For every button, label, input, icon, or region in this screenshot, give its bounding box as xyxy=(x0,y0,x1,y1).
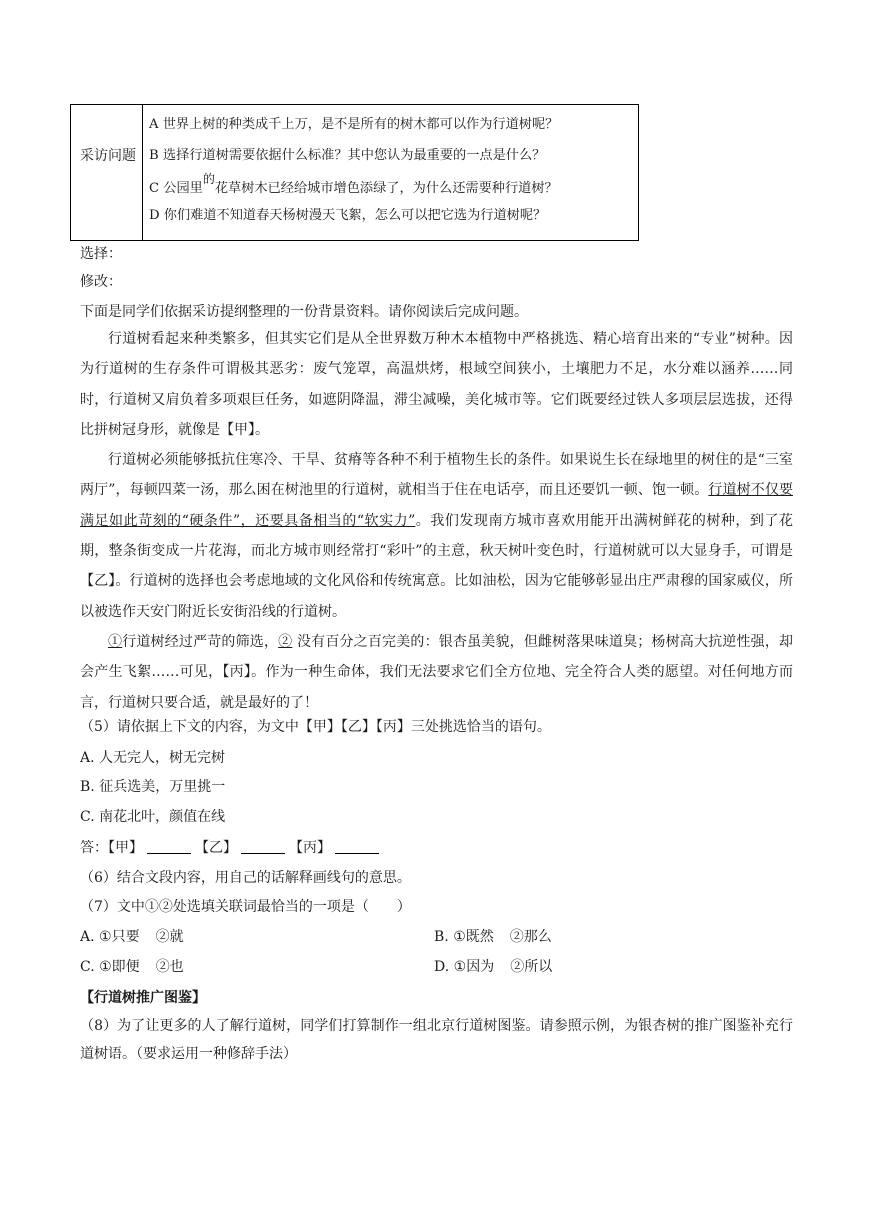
section-title: 【行道树推广图鉴】 xyxy=(80,990,206,1006)
interview-question-list xyxy=(143,105,638,240)
option-word-2: ②所以 xyxy=(510,959,553,975)
answer-blank-jia[interactable] xyxy=(147,839,191,854)
passage-paragraph-2 xyxy=(80,445,793,627)
modify-label: 修改： xyxy=(80,274,122,290)
answer-slot-yi: 【乙】 xyxy=(195,840,237,856)
question-7: （7）文中①②处选填关联词最恰当的一项是（ ） xyxy=(80,899,411,915)
option-word-2: ②那么 xyxy=(509,929,552,945)
question-5: （5）请依据上下文的内容，为文中【甲】【乙】【丙】三处挑选恰当的语句。 xyxy=(80,719,551,735)
question-8: （8）为了让更多的人了解行道树，同学们打算制作一组北京行道树图鉴。请参照示例，为银杏树的推广图鉴补充行道树语。（要求运用一种修辞手法） xyxy=(80,1018,793,1062)
option-letter: D. xyxy=(434,959,450,975)
option-letter: C. xyxy=(80,959,95,975)
option-word-1: ①即便 xyxy=(99,959,140,975)
interview-question-b: B 选择行道树需要依据什么标准？其中您认为最重要的一点是什么？ xyxy=(149,148,546,163)
paragraph-3-part-1: 行道树经过严苛的筛选， xyxy=(122,633,279,650)
interview-question-c xyxy=(149,173,638,205)
option-letter: B. xyxy=(434,929,449,945)
answer-prefix: 答： xyxy=(80,840,108,856)
interview-table xyxy=(70,104,639,241)
passage-paragraph-1: 行道树看起来种类繁多，但其实它们是从全世界数万种木本植物中严格挑选、精心培育出来的“专业”树种。因为行道树的生存条件可谓极其恶劣：废气笼罩，高温烘烤，根域空间狭小，土壤肥力不足，水分难以涵养……同时，行道树又肩负着多项艰巨任务，如遮阴降温，滞尘减噪，美化城市等。它们既要经过铁人多项层层选拔，还得比拼树冠身形，就像是【甲】。 xyxy=(80,331,793,438)
answer-slot-jia: 【甲】 xyxy=(108,840,143,856)
option-word-1: ①因为 xyxy=(453,959,495,975)
option-word-2: ②也 xyxy=(155,959,184,975)
intro-text: 下面是同学们依据采访提纲整理的一份背景资料。请你阅读后完成问题。 xyxy=(80,304,528,320)
blank-marker-1: ① xyxy=(108,633,123,650)
underlined-sentence: 行道树不仅要满足如此苛刻的“硬条件”，还要具备相当的“软实力” xyxy=(80,482,794,529)
question-c-start: C 公园里 xyxy=(149,181,203,196)
question-7-option-b[interactable] xyxy=(434,927,552,947)
option-word-1: ①只要 xyxy=(99,929,140,945)
blank-marker-2: ② xyxy=(278,633,293,650)
question-5-answer xyxy=(80,838,383,858)
inserted-character: 的 xyxy=(202,172,215,186)
interview-question-a: A 世界上树的种类成千上万，是不是所有的树木都可以作为行道树呢？ xyxy=(149,117,559,132)
answer-blank-bing[interactable] xyxy=(335,839,379,854)
paragraph-3-part-2: 没有百分之百完美的：银杏虽美貌，但雌树落果味道臭；杨树高大抗逆性强，却会产生飞絮……可见，【丙】。作为一种生命体，我们无法要求它们全方位地、完全符合人类的愿望。对任何地方而言，行道树只要合适，就是最好的了！ xyxy=(80,633,794,711)
passage xyxy=(80,324,793,718)
question-7-option-a[interactable] xyxy=(80,927,184,947)
option-word-2: ②就 xyxy=(155,929,184,945)
question-5-option-b: B. 征兵选美，万里挑一 xyxy=(80,779,226,795)
question-5-option-c: C. 南花北叶，颜值在线 xyxy=(80,809,226,825)
answer-blank-yi[interactable] xyxy=(241,839,285,854)
question-7-option-d[interactable] xyxy=(434,957,552,977)
option-letter: A. xyxy=(80,929,95,945)
paragraph-2-end: 。我们发现南方城市喜欢用能开出满树鲜花的树种，到了花期，整条街变成一片花海，而北方城市则经常打“彩叶”的主意，秋天树叶变色时，行道树就可以大显身手，可谓是【乙】。行道树的选择也会考虑地域的文化风俗和传统寓意。比如油松，因为它能够彰显出庄严肃穆的国家威仪，所以被选作天安门附近长安街沿线的行道树。 xyxy=(80,512,793,620)
passage-paragraph-3 xyxy=(80,627,793,718)
answer-slot-bing: 【丙】 xyxy=(289,840,331,856)
option-word-1: ①既然 xyxy=(453,929,494,945)
select-label: 选择： xyxy=(80,246,122,262)
question-c-end: 花草树木已经给城市增色添绿了，为什么还需要种行道树？ xyxy=(214,181,558,196)
question-5-option-a: A. 人无完人，树无完树 xyxy=(80,750,226,766)
paragraph-2-start: 行道树必须能够抵抗住寒冷、干旱、贫瘠等各种不利于植物生长的条件。如果说生长在绿地里的树住的是“三室两厅”，每顿四菜一汤，那么困在树池里的行道树，就相当于住在电话亭，而且还要饥一顿、饱一顿。 xyxy=(80,452,793,499)
question-6: （6）结合文段内容，用自己的话解释画线句的意思。 xyxy=(80,870,411,886)
question-7-option-c[interactable] xyxy=(80,957,184,977)
interview-question-d: D 你们难道不知道春天杨树漫天飞絮，怎么可以把它选为行道树呢？ xyxy=(149,208,547,223)
interview-table-header: 采访问题 xyxy=(71,105,143,240)
